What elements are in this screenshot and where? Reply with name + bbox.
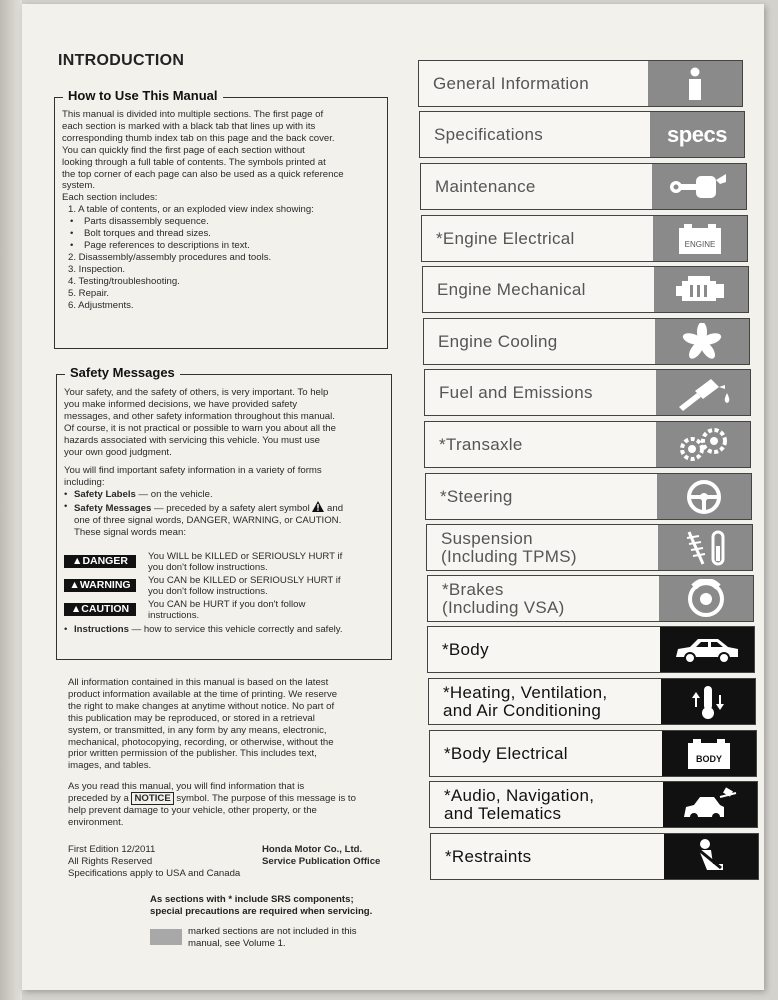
text-line: this publication may be reproduced, or stored in a retrieval bbox=[68, 712, 315, 724]
signal-row-warning bbox=[64, 575, 387, 597]
srs-note bbox=[150, 894, 410, 917]
notice-paragraph bbox=[68, 781, 388, 829]
publisher-info bbox=[262, 844, 392, 868]
safety-messages-desc-end: and bbox=[324, 503, 344, 515]
wrench-fist-icon bbox=[652, 164, 746, 209]
sub-list-item: • Page references to descriptions in text. bbox=[62, 240, 383, 252]
safety-messages-box bbox=[56, 365, 392, 660]
safety-messages-title: Safety Messages bbox=[65, 365, 180, 380]
text-line: All Rights Reserved bbox=[68, 855, 153, 867]
danger-badge: ▲DANGER bbox=[64, 555, 136, 568]
safety-messages-desc: — preceded by a safety alert symbol bbox=[151, 503, 310, 515]
text-line: each section is marked with a black tab that lines up with its bbox=[62, 120, 316, 132]
tab-label: Suspension (Including TPMS) bbox=[441, 528, 577, 566]
info-icon bbox=[648, 61, 742, 106]
text-line: marked sections are not included in this bbox=[188, 926, 357, 937]
tab-label: *Heating, Ventilation, and Air Conditioning bbox=[443, 682, 608, 720]
specs-icon: specs bbox=[650, 112, 744, 157]
text-line: environment. bbox=[68, 816, 124, 828]
text-line: All information contained in this manual is based on the latest bbox=[68, 677, 329, 688]
text-line: Specifications apply to USA and Canada bbox=[68, 867, 241, 879]
battery-engine-icon bbox=[653, 216, 747, 261]
tab-label: *Steering bbox=[440, 486, 513, 506]
text-line: special precautions are required when servicing. bbox=[150, 905, 373, 917]
text-line: you don't follow instructions. bbox=[148, 561, 268, 573]
text-line: You WILL be KILLED or SERIOUSLY HURT if bbox=[148, 550, 343, 562]
text-line: Each section includes: bbox=[62, 192, 158, 204]
info-paragraph bbox=[68, 677, 388, 772]
tab-fuel-and-emissions[interactable] bbox=[424, 369, 751, 416]
text-line: You will find important safety information in a variety of forms bbox=[64, 465, 322, 477]
text-line: You CAN be KILLED or SERIOUSLY HURT if bbox=[148, 574, 341, 586]
text-line: your own good judgment. bbox=[64, 446, 172, 458]
tab-body-electrical[interactable] bbox=[429, 730, 757, 777]
text-line: As sections with * include SRS components; bbox=[150, 894, 354, 905]
instructions-term: Instructions bbox=[74, 623, 129, 635]
text-line: manual, see Volume 1. bbox=[188, 937, 286, 949]
instructions-desc: — how to service this vehicle correctly and safely. bbox=[128, 623, 343, 635]
text-line: system. bbox=[62, 180, 96, 192]
battery-body-icon bbox=[662, 731, 756, 776]
fuel-nozzle-icon bbox=[656, 370, 750, 415]
tab-heating-ventilation-ac[interactable] bbox=[428, 678, 756, 725]
text-line: including: bbox=[64, 477, 105, 489]
safety-body bbox=[64, 387, 387, 636]
text-line: First Edition 12/2011 bbox=[68, 844, 156, 855]
tab-steering[interactable] bbox=[425, 473, 752, 520]
text-line: As you read this manual, you will find information that is bbox=[68, 781, 305, 792]
text-line: You can quickly find the first page of each section without bbox=[62, 144, 305, 156]
warning-badge: ▲WARNING bbox=[64, 579, 136, 592]
grey-note bbox=[188, 926, 418, 949]
text-line: you make informed decisions, we have provided safety bbox=[64, 398, 298, 410]
safety-messages-item bbox=[64, 501, 387, 515]
text-line: You CAN be HURT if you don't follow bbox=[148, 598, 306, 610]
text-line: instructions. bbox=[148, 609, 200, 621]
text-line: These signal words mean: bbox=[74, 526, 186, 538]
text-line: Your safety, and the safety of others, is very important. To help bbox=[64, 387, 329, 398]
tab-specifications[interactable] bbox=[419, 111, 745, 158]
tab-maintenance[interactable] bbox=[420, 163, 747, 210]
list-item: 2. Disassembly/assembly procedures and tools. bbox=[68, 251, 272, 263]
tab-label: *Transaxle bbox=[439, 434, 523, 454]
text-line: Service Publication Office bbox=[262, 855, 381, 867]
tab-label: *Brakes (Including VSA) bbox=[442, 579, 565, 617]
text-line: you don't follow instructions. bbox=[148, 585, 268, 597]
how-to-use-body bbox=[62, 109, 383, 311]
text-line: product information available at the time of printing. We reserve bbox=[68, 688, 338, 700]
tab-transaxle[interactable] bbox=[424, 421, 751, 468]
tab-label: Specifications bbox=[434, 124, 544, 144]
tab-label: Fuel and Emissions bbox=[439, 382, 593, 402]
text-line: system, or transmitted, in any form by any means, electronic, bbox=[68, 724, 327, 736]
safety-messages-term: Safety Messages bbox=[74, 503, 152, 515]
notice-symbol: NOTICE bbox=[131, 792, 173, 805]
text-line: messages, and other safety information throughout this manual. bbox=[64, 410, 335, 422]
tab-restraints[interactable] bbox=[430, 833, 759, 880]
caution-badge: ▲CAUTION bbox=[64, 603, 136, 616]
text-line: prior written permission of the publisher. This includes text, bbox=[68, 748, 317, 760]
tab-brakes[interactable] bbox=[427, 575, 754, 622]
list-item: 3. Inspection. bbox=[68, 263, 126, 275]
how-to-use-title: How to Use This Manual bbox=[63, 88, 223, 103]
text-line: preceded by a NOTICE symbol. The purpose of this message is to bbox=[68, 792, 356, 804]
tab-general-information[interactable] bbox=[418, 60, 743, 107]
text-line: mechanical, photocopying, recording, or otherwise, without the bbox=[68, 736, 334, 748]
text-line: the top corner of each page can also be used as a quick reference bbox=[62, 168, 344, 180]
navigation-icon bbox=[663, 782, 757, 827]
text-line: one of three signal words, DANGER, WARNING, or CAUTION. bbox=[74, 515, 342, 527]
tab-label: Engine Mechanical bbox=[437, 279, 586, 299]
safety-labels-item bbox=[64, 489, 387, 501]
tab-label: *Restraints bbox=[445, 846, 532, 866]
tab-label: *Body Electrical bbox=[444, 743, 568, 763]
tab-label: *Body bbox=[442, 639, 489, 659]
tab-audio-navigation-telematics[interactable] bbox=[429, 781, 758, 828]
text-line: the right to make changes at anytime without notice. No part of bbox=[68, 700, 335, 712]
engine-block-icon bbox=[654, 267, 748, 312]
tab-label: Engine Cooling bbox=[438, 331, 558, 351]
sub-list-item: • Parts disassembly sequence. bbox=[62, 216, 383, 228]
list-item: 4. Testing/troubleshooting. bbox=[68, 275, 180, 287]
svg-text:BODY: BODY bbox=[695, 753, 723, 764]
shock-absorber-icon bbox=[658, 525, 752, 570]
instructions-item bbox=[64, 624, 387, 636]
signal-row-danger bbox=[64, 551, 387, 573]
thermometer-icon bbox=[661, 679, 755, 724]
tab-engine-cooling[interactable] bbox=[423, 318, 750, 365]
tab-suspension[interactable] bbox=[426, 524, 753, 571]
list-item: 5. Repair. bbox=[68, 287, 110, 299]
car-body-icon bbox=[660, 627, 754, 672]
text-line: corresponding thumb index tab on this page and the back cover. bbox=[62, 132, 335, 144]
list-item: 1. A table of contents, or an exploded view index showing: bbox=[68, 204, 314, 216]
grey-swatch bbox=[150, 929, 182, 945]
tab-label: Maintenance bbox=[435, 176, 536, 196]
tab-engine-mechanical[interactable] bbox=[422, 266, 749, 313]
tab-body[interactable] bbox=[427, 626, 755, 673]
tab-engine-electrical[interactable] bbox=[421, 215, 748, 262]
svg-text:ENGINE: ENGINE bbox=[684, 239, 716, 249]
text-line: images, and tables. bbox=[68, 760, 152, 772]
text-line: This manual is divided into multiple sections. The first page of bbox=[62, 109, 324, 120]
steering-wheel-icon bbox=[657, 474, 751, 519]
text-line: looking through a full table of contents. The symbols printed at bbox=[62, 156, 326, 168]
text-line: Honda Motor Co., Ltd. bbox=[262, 844, 363, 855]
text-line: Of course, it is not practical or possible to warn you about all the bbox=[64, 422, 336, 434]
seatbelt-icon bbox=[664, 834, 758, 879]
page-title: INTRODUCTION bbox=[58, 52, 185, 69]
edition-info bbox=[68, 844, 268, 880]
tab-label: General Information bbox=[433, 73, 589, 93]
sub-list-item: • Bolt torques and thread sizes. bbox=[62, 228, 383, 240]
text-line: help prevent damage to your vehicle, other property, or the bbox=[68, 804, 317, 816]
manual-page bbox=[22, 4, 764, 990]
text-line: hazards associated with servicing this vehicle. You must use bbox=[64, 434, 320, 446]
cooling-fan-icon bbox=[655, 319, 749, 364]
how-to-use-box bbox=[54, 88, 388, 349]
gears-icon bbox=[656, 422, 750, 467]
brake-disc-icon bbox=[659, 576, 753, 621]
signal-row-caution bbox=[64, 599, 387, 621]
list-item: 6. Adjustments. bbox=[68, 299, 134, 311]
safety-labels-desc: — on the vehicle. bbox=[135, 489, 213, 501]
tab-label: *Engine Electrical bbox=[436, 228, 575, 248]
binding-edge bbox=[0, 0, 22, 1000]
safety-labels-term: Safety Labels bbox=[74, 489, 136, 501]
safety-alert-icon bbox=[312, 501, 324, 512]
tab-label: *Audio, Navigation, and Telematics bbox=[444, 785, 595, 823]
